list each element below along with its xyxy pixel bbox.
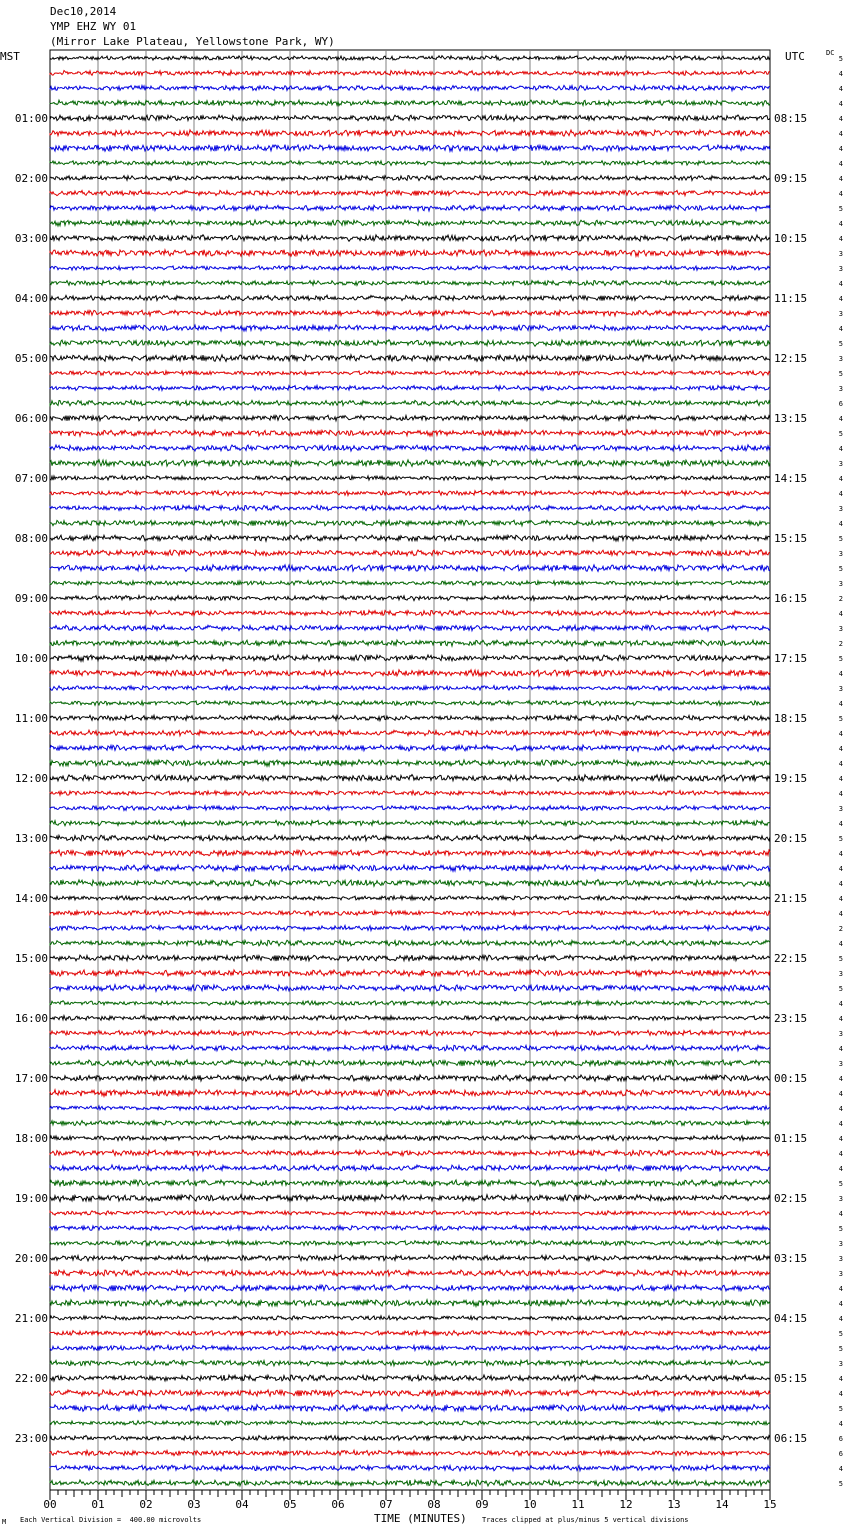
dc-value: 3: [838, 1360, 843, 1368]
x-tick-label: 00: [43, 1498, 57, 1511]
seismic-trace-42: [50, 686, 770, 691]
dc-value: 4: [838, 1075, 843, 1083]
seismic-trace-83: [50, 1300, 770, 1307]
seismic-trace-60: [50, 955, 770, 961]
utc-hour-label: 12:15: [774, 352, 808, 365]
dc-value: 4: [838, 1420, 843, 1428]
seismic-trace-16: [50, 295, 770, 300]
seismic-trace-93: [50, 1450, 770, 1455]
dc-value: 3: [838, 505, 843, 513]
dc-value: 5: [838, 205, 843, 213]
dc-value: 4: [838, 175, 843, 183]
x-tick-label: 12: [619, 1498, 633, 1511]
mst-hour-label: 12:00: [14, 772, 48, 785]
x-axis-title: TIME (MINUTES): [374, 1512, 467, 1525]
seismic-trace-50: [50, 806, 770, 811]
seismic-trace-36: [50, 596, 770, 601]
utc-hour-label: 00:15: [774, 1072, 808, 1085]
x-tick-label: 03: [187, 1498, 201, 1511]
mst-hour-label: 10:00: [14, 652, 48, 665]
mst-hour-label: 20:00: [14, 1252, 48, 1265]
mst-hour-label: 15:00: [14, 952, 48, 965]
dc-value: 4: [838, 670, 843, 678]
seismic-trace-65: [50, 1030, 770, 1035]
dc-value: 3: [838, 310, 843, 318]
dc-value: 5: [838, 715, 843, 723]
dc-value: 5: [838, 55, 843, 63]
dc-value: 4: [838, 1165, 843, 1173]
dc-value: 6: [838, 400, 843, 408]
dc-value: 5: [838, 955, 843, 963]
utc-hour-label: 23:15: [774, 1012, 808, 1025]
seismic-trace-75: [50, 1180, 770, 1186]
dc-value: 3: [838, 1030, 843, 1038]
dc-value: 6: [838, 1435, 843, 1443]
dc-value: 5: [838, 655, 843, 663]
x-tick-label: 07: [379, 1498, 393, 1511]
dc-value: 5: [838, 1405, 843, 1413]
dc-value: 4: [838, 1315, 843, 1323]
dc-value: 4: [838, 70, 843, 78]
x-tick-label: 06: [331, 1498, 345, 1511]
dc-value: 5: [838, 565, 843, 573]
seismic-trace-82: [50, 1285, 770, 1291]
seismic-trace-11: [50, 220, 770, 226]
seismic-trace-67: [50, 1060, 770, 1066]
seismic-trace-89: [50, 1390, 770, 1396]
dc-value: 4: [838, 880, 843, 888]
seismic-trace-53: [50, 850, 770, 856]
seismic-trace-72: [50, 1136, 770, 1141]
scale-note: Each Vertical Division = 400.00 microvolts: [20, 1516, 202, 1524]
dc-value: 4: [838, 1375, 843, 1383]
mst-hour-label: 18:00: [14, 1132, 48, 1145]
dc-value: 4: [838, 610, 843, 618]
seismic-trace-12: [50, 235, 770, 242]
seismic-trace-77: [50, 1211, 770, 1216]
seismic-trace-61: [50, 970, 770, 977]
utc-hour-label: 13:15: [774, 412, 808, 425]
mst-hour-label: 13:00: [14, 832, 48, 845]
mst-hour-label: 08:00: [14, 532, 48, 545]
seismic-trace-35: [50, 581, 770, 586]
mst-hour-label: 06:00: [14, 412, 48, 425]
seismic-trace-9: [50, 190, 770, 195]
seismic-trace-91: [50, 1421, 770, 1425]
dc-value: 3: [838, 355, 843, 363]
dc-value: 2: [838, 595, 843, 603]
seismic-trace-31: [50, 520, 770, 526]
dc-value: 4: [838, 1150, 843, 1158]
dc-value: 3: [838, 265, 843, 273]
seismic-trace-52: [50, 835, 770, 841]
dc-value: 5: [838, 985, 843, 993]
seismic-trace-43: [50, 701, 770, 706]
dc-value: 4: [838, 490, 843, 498]
dc-value: 4: [838, 235, 843, 243]
x-tick-label: 11: [571, 1498, 585, 1511]
x-tick-label: 15: [763, 1498, 777, 1511]
seismic-trace-56: [50, 896, 770, 901]
utc-hour-label: 16:15: [774, 592, 808, 605]
utc-hour-label: 03:15: [774, 1252, 808, 1265]
seismic-trace-13: [50, 250, 770, 257]
seismic-trace-44: [50, 715, 770, 720]
seismic-trace-39: [50, 640, 770, 646]
dc-value: 4: [838, 130, 843, 138]
mst-hour-label: 03:00: [14, 232, 48, 245]
dc-value: 4: [838, 1135, 843, 1143]
dc-value: 4: [838, 745, 843, 753]
seismic-trace-28: [50, 476, 770, 481]
seismic-trace-73: [50, 1150, 770, 1156]
dc-value: 4: [838, 775, 843, 783]
mst-hour-label: 09:00: [14, 592, 48, 605]
dc-value: 4: [838, 790, 843, 798]
dc-value: 4: [838, 415, 843, 423]
dc-value: 3: [838, 1195, 843, 1203]
seismic-trace-17: [50, 310, 770, 316]
dc-value: 3: [838, 805, 843, 813]
dc-value: 4: [838, 100, 843, 108]
seismic-trace-30: [50, 505, 770, 510]
seismic-trace-4: [50, 115, 770, 121]
station-code: YMP EHZ WY 01: [50, 20, 137, 33]
utc-hour-label: 10:15: [774, 232, 808, 245]
dc-value: 4: [838, 1210, 843, 1218]
mst-axis-label: MST: [0, 50, 20, 63]
seismic-trace-79: [50, 1241, 770, 1246]
mst-hour-label: 01:00: [14, 112, 48, 125]
utc-hour-label: 14:15: [774, 472, 808, 485]
mst-hour-label: 04:00: [14, 292, 48, 305]
utc-hour-label: 01:15: [774, 1132, 808, 1145]
seismic-trace-26: [50, 445, 770, 452]
dc-value: 4: [838, 1015, 843, 1023]
x-tick-label: 01: [91, 1498, 105, 1511]
dc-value: 4: [838, 1465, 843, 1473]
seismic-trace-7: [50, 161, 770, 166]
seismic-trace-24: [50, 415, 770, 421]
x-tick-label: 04: [235, 1498, 249, 1511]
dc-value: 2: [838, 925, 843, 933]
seismic-trace-57: [50, 911, 770, 916]
dc-value: 3: [838, 550, 843, 558]
dc-value: 4: [838, 895, 843, 903]
dc-value: 4: [838, 85, 843, 93]
dc-value: 4: [838, 1105, 843, 1113]
dc-value: 5: [838, 1345, 843, 1353]
dc-value: 5: [838, 1330, 843, 1338]
utc-hour-label: 02:15: [774, 1192, 808, 1205]
dc-value: 4: [838, 850, 843, 858]
seismic-trace-55: [50, 880, 770, 887]
dc-value: 3: [838, 1060, 843, 1068]
seismic-trace-94: [50, 1465, 770, 1471]
seismic-trace-34: [50, 565, 770, 572]
utc-hour-label: 09:15: [774, 172, 808, 185]
seismic-trace-90: [50, 1405, 770, 1412]
seismic-trace-78: [50, 1226, 770, 1231]
clip-note: Traces clipped at plus/minus 5 vertical divisions: [482, 1516, 689, 1524]
seismic-trace-58: [50, 925, 770, 930]
dc-value: 4: [838, 280, 843, 288]
seismic-trace-10: [50, 205, 770, 211]
seismic-trace-54: [50, 865, 770, 872]
dc-value: 2: [838, 640, 843, 648]
dc-value: 4: [838, 700, 843, 708]
seismic-trace-21: [50, 371, 770, 376]
seismic-trace-71: [50, 1121, 770, 1126]
x-tick-label: 05: [283, 1498, 297, 1511]
seismic-trace-29: [50, 491, 770, 496]
utc-hour-label: 19:15: [774, 772, 808, 785]
dc-value: 4: [838, 1390, 843, 1398]
x-tick-label: 13: [667, 1498, 681, 1511]
seismic-trace-41: [50, 670, 770, 677]
x-tick-label: 14: [715, 1498, 729, 1511]
seismic-trace-22: [50, 386, 770, 391]
seismic-trace-51: [50, 820, 770, 825]
dc-value: 4: [838, 1045, 843, 1053]
dc-value: 3: [838, 970, 843, 978]
mst-hour-label: 17:00: [14, 1072, 48, 1085]
seismic-trace-38: [50, 625, 770, 631]
seismic-trace-27: [50, 460, 770, 467]
dc-value: 3: [838, 1240, 843, 1248]
dc-value: 3: [838, 460, 843, 468]
chart-date: Dec10,2014: [50, 5, 117, 18]
dc-value: 4: [838, 295, 843, 303]
seismic-trace-33: [50, 550, 770, 556]
dc-value: 4: [838, 820, 843, 828]
seismic-trace-63: [50, 1001, 770, 1006]
dc-value: 5: [838, 835, 843, 843]
seismic-trace-23: [50, 400, 770, 405]
dc-value: 4: [838, 445, 843, 453]
mst-hour-label: 05:00: [14, 352, 48, 365]
dc-value: 4: [838, 520, 843, 528]
utc-hour-label: 15:15: [774, 532, 808, 545]
seismic-trace-70: [50, 1106, 770, 1111]
dc-value: 3: [838, 1255, 843, 1263]
mst-hour-label: 07:00: [14, 472, 48, 485]
utc-hour-label: 08:15: [774, 112, 808, 125]
mst-hour-label: 23:00: [14, 1432, 48, 1445]
mst-hour-label: 16:00: [14, 1012, 48, 1025]
utc-hour-label: 04:15: [774, 1312, 808, 1325]
seismic-trace-49: [50, 791, 770, 796]
dc-value: 5: [838, 535, 843, 543]
seismic-trace-14: [50, 266, 770, 271]
dc-value: 5: [838, 1225, 843, 1233]
utc-hour-label: 06:15: [774, 1432, 808, 1445]
seismic-trace-62: [50, 985, 770, 991]
seismic-trace-87: [50, 1360, 770, 1366]
station-location: (Mirror Lake Plateau, Yellowstone Park, WY): [50, 35, 335, 48]
seismic-trace-37: [50, 610, 770, 615]
dc-value: 3: [838, 385, 843, 393]
seismic-trace-5: [50, 130, 770, 136]
x-tick-label: 02: [139, 1498, 153, 1511]
seismic-trace-68: [50, 1075, 770, 1081]
dc-value: 4: [838, 145, 843, 153]
seismic-trace-19: [50, 340, 770, 347]
seismic-trace-18: [50, 325, 770, 331]
seismic-trace-47: [50, 760, 770, 766]
seismic-trace-69: [50, 1090, 770, 1097]
dc-value: 4: [838, 475, 843, 483]
utc-axis-label: UTC: [785, 50, 805, 63]
seismic-trace-15: [50, 281, 770, 286]
seismic-trace-45: [50, 730, 770, 736]
utc-hour-label: 22:15: [774, 952, 808, 965]
dc-value: 5: [838, 340, 843, 348]
x-tick-label: 08: [427, 1498, 441, 1511]
dc-value: 6: [838, 1450, 843, 1458]
dc-value: 4: [838, 730, 843, 738]
seismic-trace-2: [50, 85, 770, 90]
dc-value: 3: [838, 685, 843, 693]
mst-hour-label: 22:00: [14, 1372, 48, 1385]
seismic-trace-1: [50, 71, 770, 76]
dc-value: 4: [838, 1300, 843, 1308]
dc-value: 3: [838, 250, 843, 258]
dc-value: 4: [838, 1120, 843, 1128]
seismic-trace-40: [50, 655, 770, 661]
dc-value: 5: [838, 370, 843, 378]
seismic-trace-32: [50, 535, 770, 541]
dc-value: 4: [838, 760, 843, 768]
dc-value: 4: [838, 190, 843, 198]
dc-value: 4: [838, 940, 843, 948]
seismic-trace-84: [50, 1316, 770, 1321]
mst-hour-label: 19:00: [14, 1192, 48, 1205]
seismic-trace-25: [50, 430, 770, 436]
dc-value: 4: [838, 115, 843, 123]
utc-hour-label: 21:15: [774, 892, 808, 905]
seismic-trace-74: [50, 1165, 770, 1171]
seismic-trace-86: [50, 1345, 770, 1350]
seismic-trace-46: [50, 745, 770, 751]
seismic-trace-6: [50, 145, 770, 152]
dc-value: 4: [838, 1090, 843, 1098]
mst-hour-label: 14:00: [14, 892, 48, 905]
seismic-trace-76: [50, 1195, 770, 1202]
seismic-trace-80: [50, 1255, 770, 1261]
dc-value: 4: [838, 1000, 843, 1008]
seismic-trace-85: [50, 1331, 770, 1336]
seismic-trace-59: [50, 940, 770, 946]
seismic-trace-95: [50, 1480, 770, 1486]
dc-value: 5: [838, 1180, 843, 1188]
utc-hour-label: 18:15: [774, 712, 808, 725]
dc-value: 4: [838, 1285, 843, 1293]
seismic-trace-20: [50, 355, 770, 362]
dc-value: 3: [838, 625, 843, 633]
dc-value: 4: [838, 910, 843, 918]
utc-hour-label: 11:15: [774, 292, 808, 305]
seismic-trace-3: [50, 100, 770, 106]
seismic-trace-0: [50, 56, 770, 61]
utc-hour-label: 05:15: [774, 1372, 808, 1385]
seismic-trace-66: [50, 1045, 770, 1051]
seismic-trace-8: [50, 176, 770, 181]
seismic-trace-81: [50, 1270, 770, 1276]
utc-hour-label: 20:15: [774, 832, 808, 845]
dc-value: 4: [838, 865, 843, 873]
mst-hour-label: 21:00: [14, 1312, 48, 1325]
dc-value: 3: [838, 580, 843, 588]
utc-hour-label: 17:15: [774, 652, 808, 665]
mst-hour-label: 11:00: [14, 712, 48, 725]
corner-mark: M: [2, 1518, 7, 1526]
dc-value: 4: [838, 160, 843, 168]
dc-label: DC: [826, 49, 835, 57]
seismic-trace-88: [50, 1375, 770, 1381]
x-tick-label: 10: [523, 1498, 537, 1511]
dc-value: 5: [838, 430, 843, 438]
x-tick-label: 09: [475, 1498, 489, 1511]
seismic-trace-64: [50, 1016, 770, 1021]
dc-value: 3: [838, 1270, 843, 1278]
dc-value: 5: [838, 1480, 843, 1488]
dc-value: 4: [838, 325, 843, 333]
seismic-trace-48: [50, 775, 770, 782]
dc-value: 4: [838, 220, 843, 228]
seismic-trace-92: [50, 1436, 770, 1441]
mst-hour-label: 02:00: [14, 172, 48, 185]
